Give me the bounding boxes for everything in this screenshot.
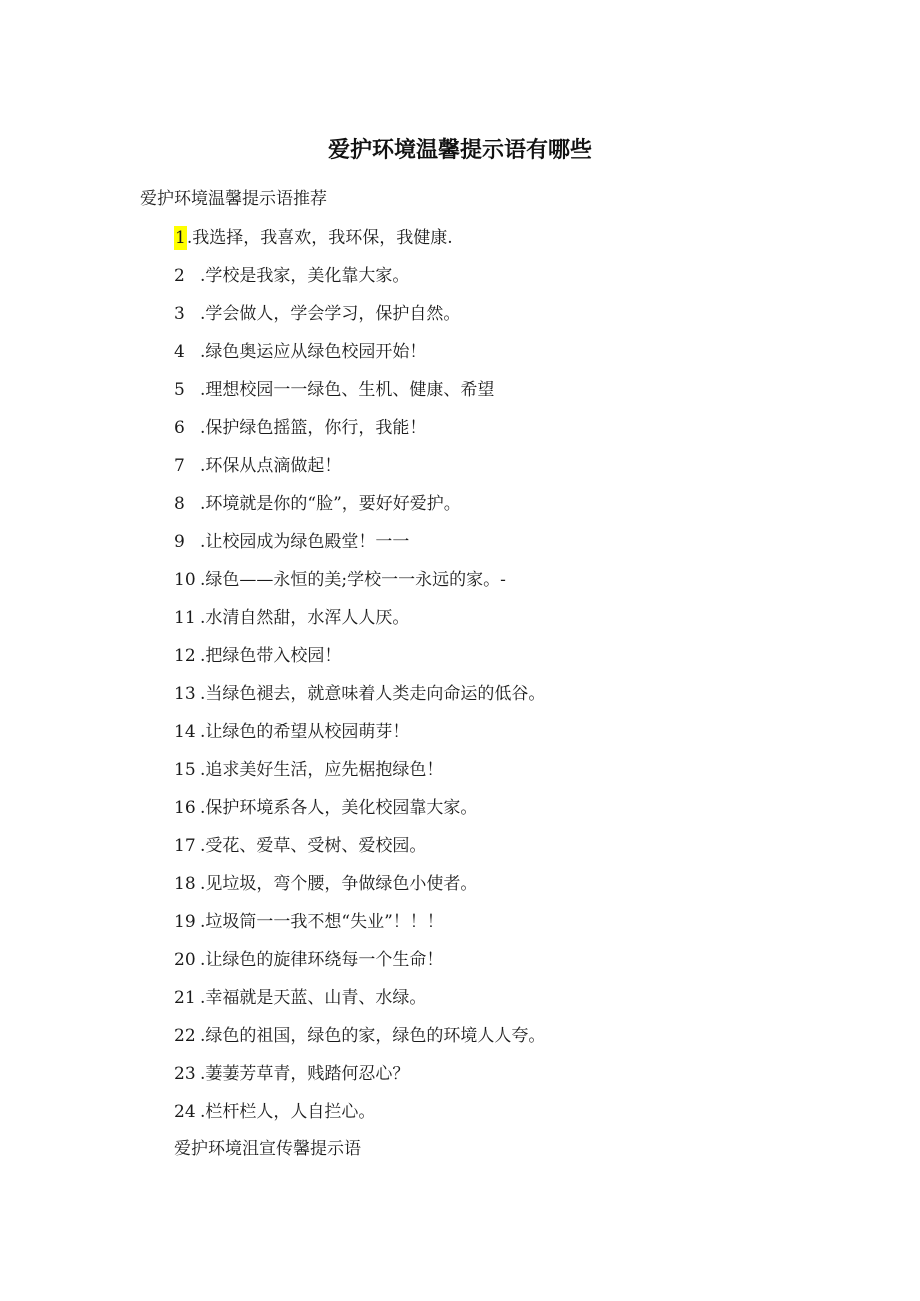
item-number: 7 — [174, 456, 185, 476]
slogan-list — [174, 226, 545, 1138]
list-item — [174, 454, 545, 492]
item-number: 12 — [174, 646, 196, 666]
item-number: 3 — [174, 304, 185, 324]
list-item — [174, 302, 545, 340]
item-text: .环境就是你的“脸”，要好好爱护。 — [200, 494, 461, 514]
list-item — [174, 986, 545, 1024]
item-number: 1 — [175, 228, 186, 248]
list-item — [174, 720, 545, 758]
list-item — [174, 758, 545, 796]
item-number: 16 — [174, 798, 196, 818]
item-text: .让绿色的旋律环绕每一个生命！ — [200, 950, 444, 970]
item-number: 24 — [174, 1102, 196, 1122]
item-text: .绿色的祖国，绿色的家，绿色的环境人人夸。 — [200, 1026, 546, 1046]
item-text: .保护环境系各人，美化校园靠大家。 — [200, 798, 478, 818]
list-item — [174, 340, 545, 378]
item-number: 4 — [174, 342, 185, 362]
item-number: 17 — [174, 836, 196, 856]
item-number: 10 — [174, 570, 196, 590]
list-item — [174, 682, 545, 720]
item-text: .栏杆栏人，人自拦心。 — [200, 1102, 376, 1122]
list-item — [174, 530, 545, 568]
list-item — [174, 1100, 545, 1138]
item-text: .当绿色褪去，就意味着人类走向命运的低谷。 — [200, 684, 546, 704]
list-item — [174, 796, 545, 834]
item-number: 5 — [174, 380, 185, 400]
list-item — [174, 1024, 545, 1062]
item-text: .学校是我家，美化靠大家。 — [200, 266, 410, 286]
item-number: 23 — [174, 1064, 196, 1084]
item-number: 9 — [174, 532, 185, 552]
list-item — [174, 492, 545, 530]
item-text: .理想校园一一绿色、生机、健康、希望 — [200, 380, 495, 400]
list-item — [174, 606, 545, 644]
item-number: 15 — [174, 760, 196, 780]
list-item — [174, 378, 545, 416]
list-item — [174, 644, 545, 682]
item-text: .环保从点滴做起！ — [200, 456, 342, 476]
item-text: .幸福就是天蓝、山青、水绿。 — [200, 988, 427, 1008]
item-number: 14 — [174, 722, 196, 742]
list-item — [174, 910, 545, 948]
list-item — [174, 568, 545, 606]
item-number: 6 — [174, 418, 185, 438]
item-text: .萋萋芳草青，贱踏何忍心？ — [200, 1064, 410, 1084]
item-number: 19 — [174, 912, 196, 932]
item-text: .追求美好生活，应先椐抱绿色！ — [200, 760, 444, 780]
item-text: .让校园成为绿色殿堂！一一 — [200, 532, 410, 552]
item-number: 20 — [174, 950, 196, 970]
item-text: .受花、爱草、受树、爱校园。 — [200, 836, 427, 856]
item-number: 22 — [174, 1026, 196, 1046]
list-item — [174, 1062, 545, 1100]
page-title: 爱护环境温馨提示语有哪些 — [327, 138, 592, 163]
list-item — [174, 948, 545, 986]
item-number: 18 — [174, 874, 196, 894]
item-text: .水清自然甜，水浑人人厌。 — [200, 608, 410, 628]
item-text: .见垃圾，弯个腰，争做绿色小使者。 — [200, 874, 478, 894]
item-number: 8 — [174, 494, 185, 514]
item-text: .学会做人，学会学习，保护自然。 — [200, 304, 461, 324]
item-number: 13 — [174, 684, 196, 704]
list-item — [174, 226, 545, 264]
item-text: .把绿色带入校园！ — [200, 646, 342, 666]
item-number: 11 — [174, 608, 196, 628]
list-item — [174, 834, 545, 872]
item-text: .垃圾筒一一我不想“失业”！！！ — [200, 912, 444, 932]
item-number: 21 — [174, 988, 196, 1008]
footer-heading: 爱护环境沮宣传馨提示语 — [174, 1139, 361, 1159]
item-text: .绿色——永恒的美;学校一一永远的家。- — [200, 570, 506, 590]
list-item — [174, 416, 545, 454]
item-text: .让绿色的希望从校园萌芽！ — [200, 722, 410, 742]
list-item — [174, 264, 545, 302]
item-text: .我选择，我喜欢，我环保，我健康. — [186, 228, 453, 248]
item-text: .绿色奥运应从绿色校园开始！ — [200, 342, 427, 362]
item-text: .保护绿色摇篮，你行，我能！ — [200, 418, 427, 438]
item-number: 2 — [174, 266, 185, 286]
list-item — [174, 872, 545, 910]
section-heading: 爱护环境温馨提示语推荐 — [140, 189, 327, 209]
